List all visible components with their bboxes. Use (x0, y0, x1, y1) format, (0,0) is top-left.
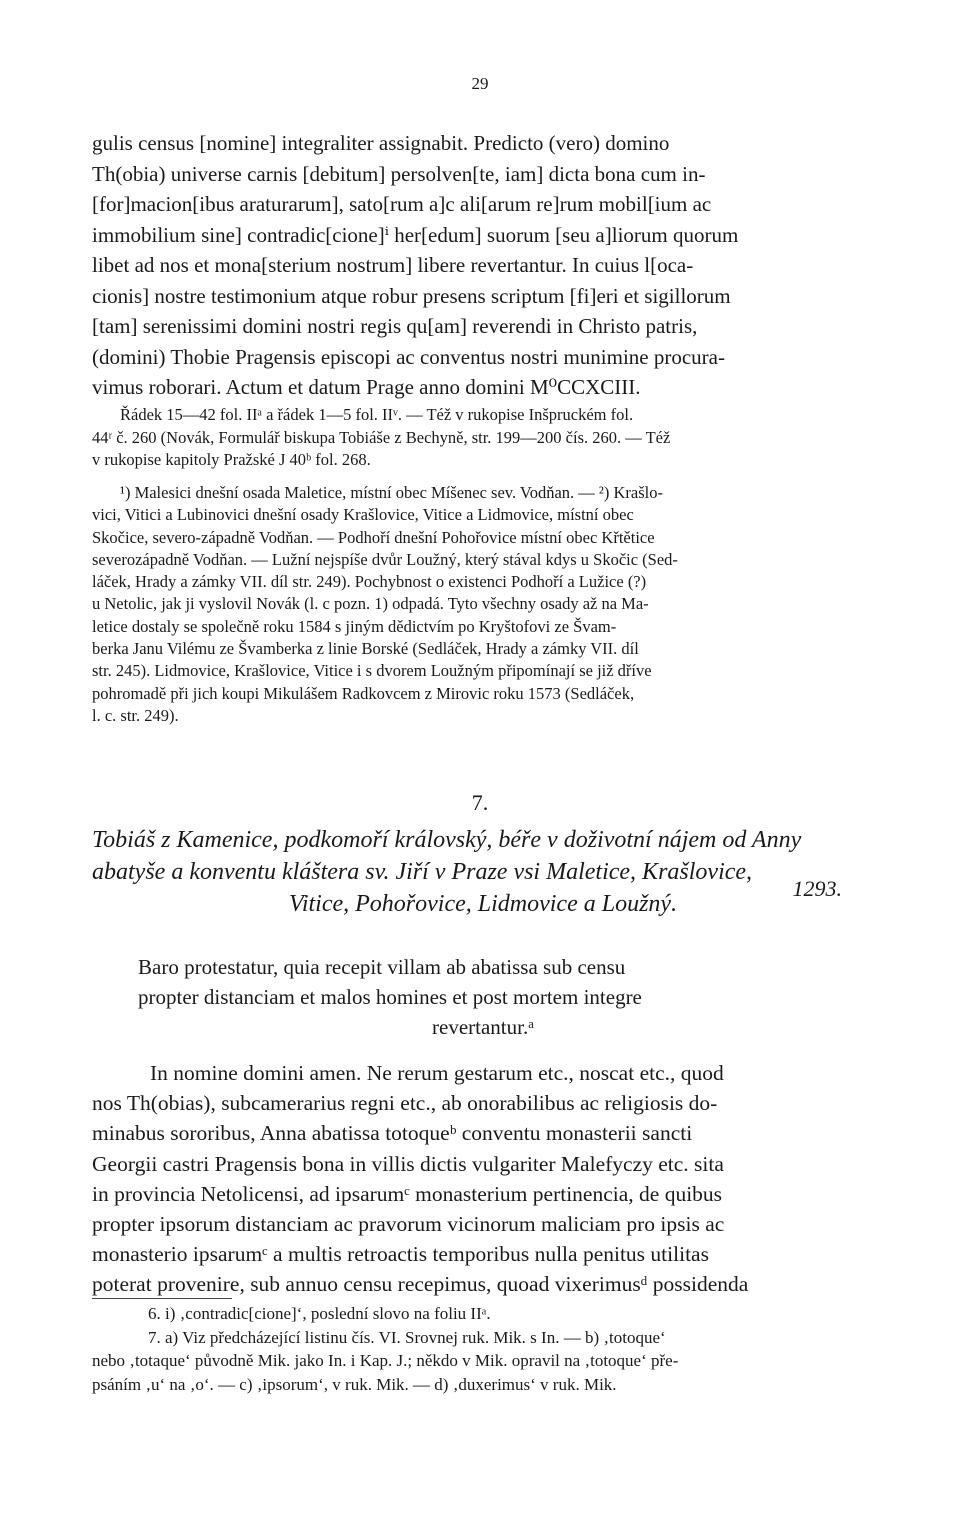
document-body (92, 1058, 874, 1300)
body-line: In nomine domini amen. Ne rerum gestarum etc., noscat etc., quod (150, 1061, 724, 1085)
summary-line: propter distanciam et malos homines et post mortem integre (138, 985, 642, 1009)
text-line: gulis census [nomine] integraliter assignabit. Predicto (vero) domino (92, 131, 670, 155)
footnote-line: l. c. str. 249). (92, 705, 179, 725)
apparatus-line: v rukopise kapitoly Pražské J 40ᵇ fol. 268. (92, 450, 371, 469)
text-line: vimus roborari. Actum et datum Prage anno domini M⁰CCXCIII. (92, 375, 641, 399)
footnote-line: severozápadně Vodňan. — Lužní nejspíše dvůr Loužný, který stával kdys u Skočic (Sed- (92, 549, 678, 569)
body-line: nos Th(obias), subcamerarius regni etc., ab onorabilibus ac religiosis do- (92, 1091, 718, 1116)
footnote-line: str. 245). Lidmovice, Krašlovice, Vitice i s dvorem Loužným připomínají se již dříve (92, 661, 652, 681)
footnotes (92, 482, 874, 727)
text-line: [tam] serenissimi domini nostri regis qu[am] reverendi in Christo patris, (92, 314, 698, 338)
text-line: immobilium sine] contradic[cione]ⁱ her[edum] suorum [seu a]liorum quorum (92, 222, 739, 247)
body-line: monasterio ipsarumᶜ a multis retroactis temporibus nulla penitus utilitas (92, 1242, 709, 1267)
text-line: libet ad nos et mona[sterium nostrum] libere revertantur. In cuius l[oca- (92, 253, 694, 277)
latin-summary (92, 952, 874, 1042)
text-line: Th(obia) universe carnis [debitum] persolven[te, iam] dicta bona cum in- (92, 161, 706, 186)
apparatus-line: 44ʳ č. 260 (Novák, Formulář biskupa Tobiáše z Bechyně, str. 199—200 čís. 260. — Též (92, 427, 671, 447)
note-line: psáním ‚u‘ na ‚o‘. — c) ‚ipsorum‘, v ruk. Mik. — d) ‚duxerimus‘ v ruk. Mik. (92, 1374, 617, 1394)
note-line: 6. i) ‚contradic[cione]‘, poslední slovo na foliu IIᵃ. (148, 1304, 491, 1323)
text-line: cionis] nostre testimonium atque robur presens scriptum [fi]eri et sigillorum (92, 283, 731, 308)
footnote-line: ¹) Malesici dnešní osada Maletice, místní obec Míšenec sev. Vodňan. — ²) Krašlo- (120, 483, 663, 502)
footnote-line: berka Janu Vilému ze Švamberka z linie Borské (Sedláček, Hrady a zámky VII. díl (92, 639, 639, 659)
body-line: minabus sororibus, Anna abatissa totoqueᵇ conventu monasterii sancti (92, 1121, 693, 1146)
footnote-line: letice dostaly se společně roku 1584 s jiným dědictvím po Kryštofovi ze Švam- (92, 616, 617, 636)
text-line: (domini) Thobie Pragensis episcopi ac conventus nostri munimine procura- (92, 344, 725, 369)
footnote-line: pohromadě při jich koupi Mikulášem Radkovcem z Mirovic roku 1573 (Sedláček, (92, 683, 635, 703)
document-number: 7. (471, 790, 489, 815)
note-line: 7. a) Viz předcházející listinu čís. VI. Srovnej ruk. Mik. s In. — b) ‚totoque‘ (148, 1327, 666, 1347)
document-date: 1293. (792, 876, 842, 901)
text-line: [for]macion[ibus araturarum], sato[rum a]c ali[arum re]rum mobil[ium ac (92, 192, 712, 216)
footnote-line: láček, Hrady a zámky VII. díl str. 249). Pochybnost o existenci Podhoří a Lužice (?) (92, 572, 647, 592)
summary-line: Baro protestatur, quia recepit villam ab abatissa sub censu (138, 955, 626, 979)
summary-line: revertantur.ᵃ (432, 1015, 534, 1039)
textual-notes (92, 1302, 874, 1396)
footnote-line: u Netolic, jak ji vyslovil Novák (l. c pozn. 1) odpadá. Tyto všechny osady až na Ma- (92, 594, 649, 614)
regest-heading (92, 824, 874, 920)
page-number: 29 (471, 74, 489, 93)
body-line: Georgii castri Pragensis bona in villis dictis vulgariter Malefyczy etc. sita (92, 1151, 724, 1176)
footnote-line: vici, Vitici a Lubinovici dnešní osady Krašlovice, Vitice a Lidmovice, místní obec (92, 505, 634, 525)
footnote-line: Skočice, severo-západně Vodňan. — Podhoří dnešní Pohořovice místní obec Křtětice (92, 527, 655, 547)
regest-line: Tobiáš z Kamenice, podkomoří královský, béře v doživotní nájem od Anny (92, 827, 802, 853)
body-line: in provincia Netolicensi, ad ipsarumᶜ monasterium pertinencia, de quibus (92, 1181, 723, 1206)
notes-divider (92, 1298, 232, 1299)
note-line: nebo ‚totaque‘ původně Mik. jako In. i Kap. J.; někdo v Mik. opravil na ‚totoque‘ pře- (92, 1351, 679, 1370)
apparatus-line: Řádek 15—42 fol. IIᵃ a řádek 1—5 fol. IIᵛ. — Též v rukopise Inšpruckém fol. (120, 405, 634, 424)
body-line: propter ipsorum distanciam ac pravorum vicinorum maliciam pro ipsis ac (92, 1212, 725, 1237)
apparatus (92, 404, 874, 472)
regest-line: abatyše a konventu kláštera sv. Jiří v Praze vsi Maletice, Krašlovice, (92, 859, 753, 885)
body-line: poterat provenire, sub annuo censu recepimus, quoad vixerimusᵈ possidenda (92, 1272, 749, 1297)
main-text (92, 128, 874, 403)
regest-line: Vitice, Pohořovice, Lidmovice a Loužný. (288, 891, 678, 917)
